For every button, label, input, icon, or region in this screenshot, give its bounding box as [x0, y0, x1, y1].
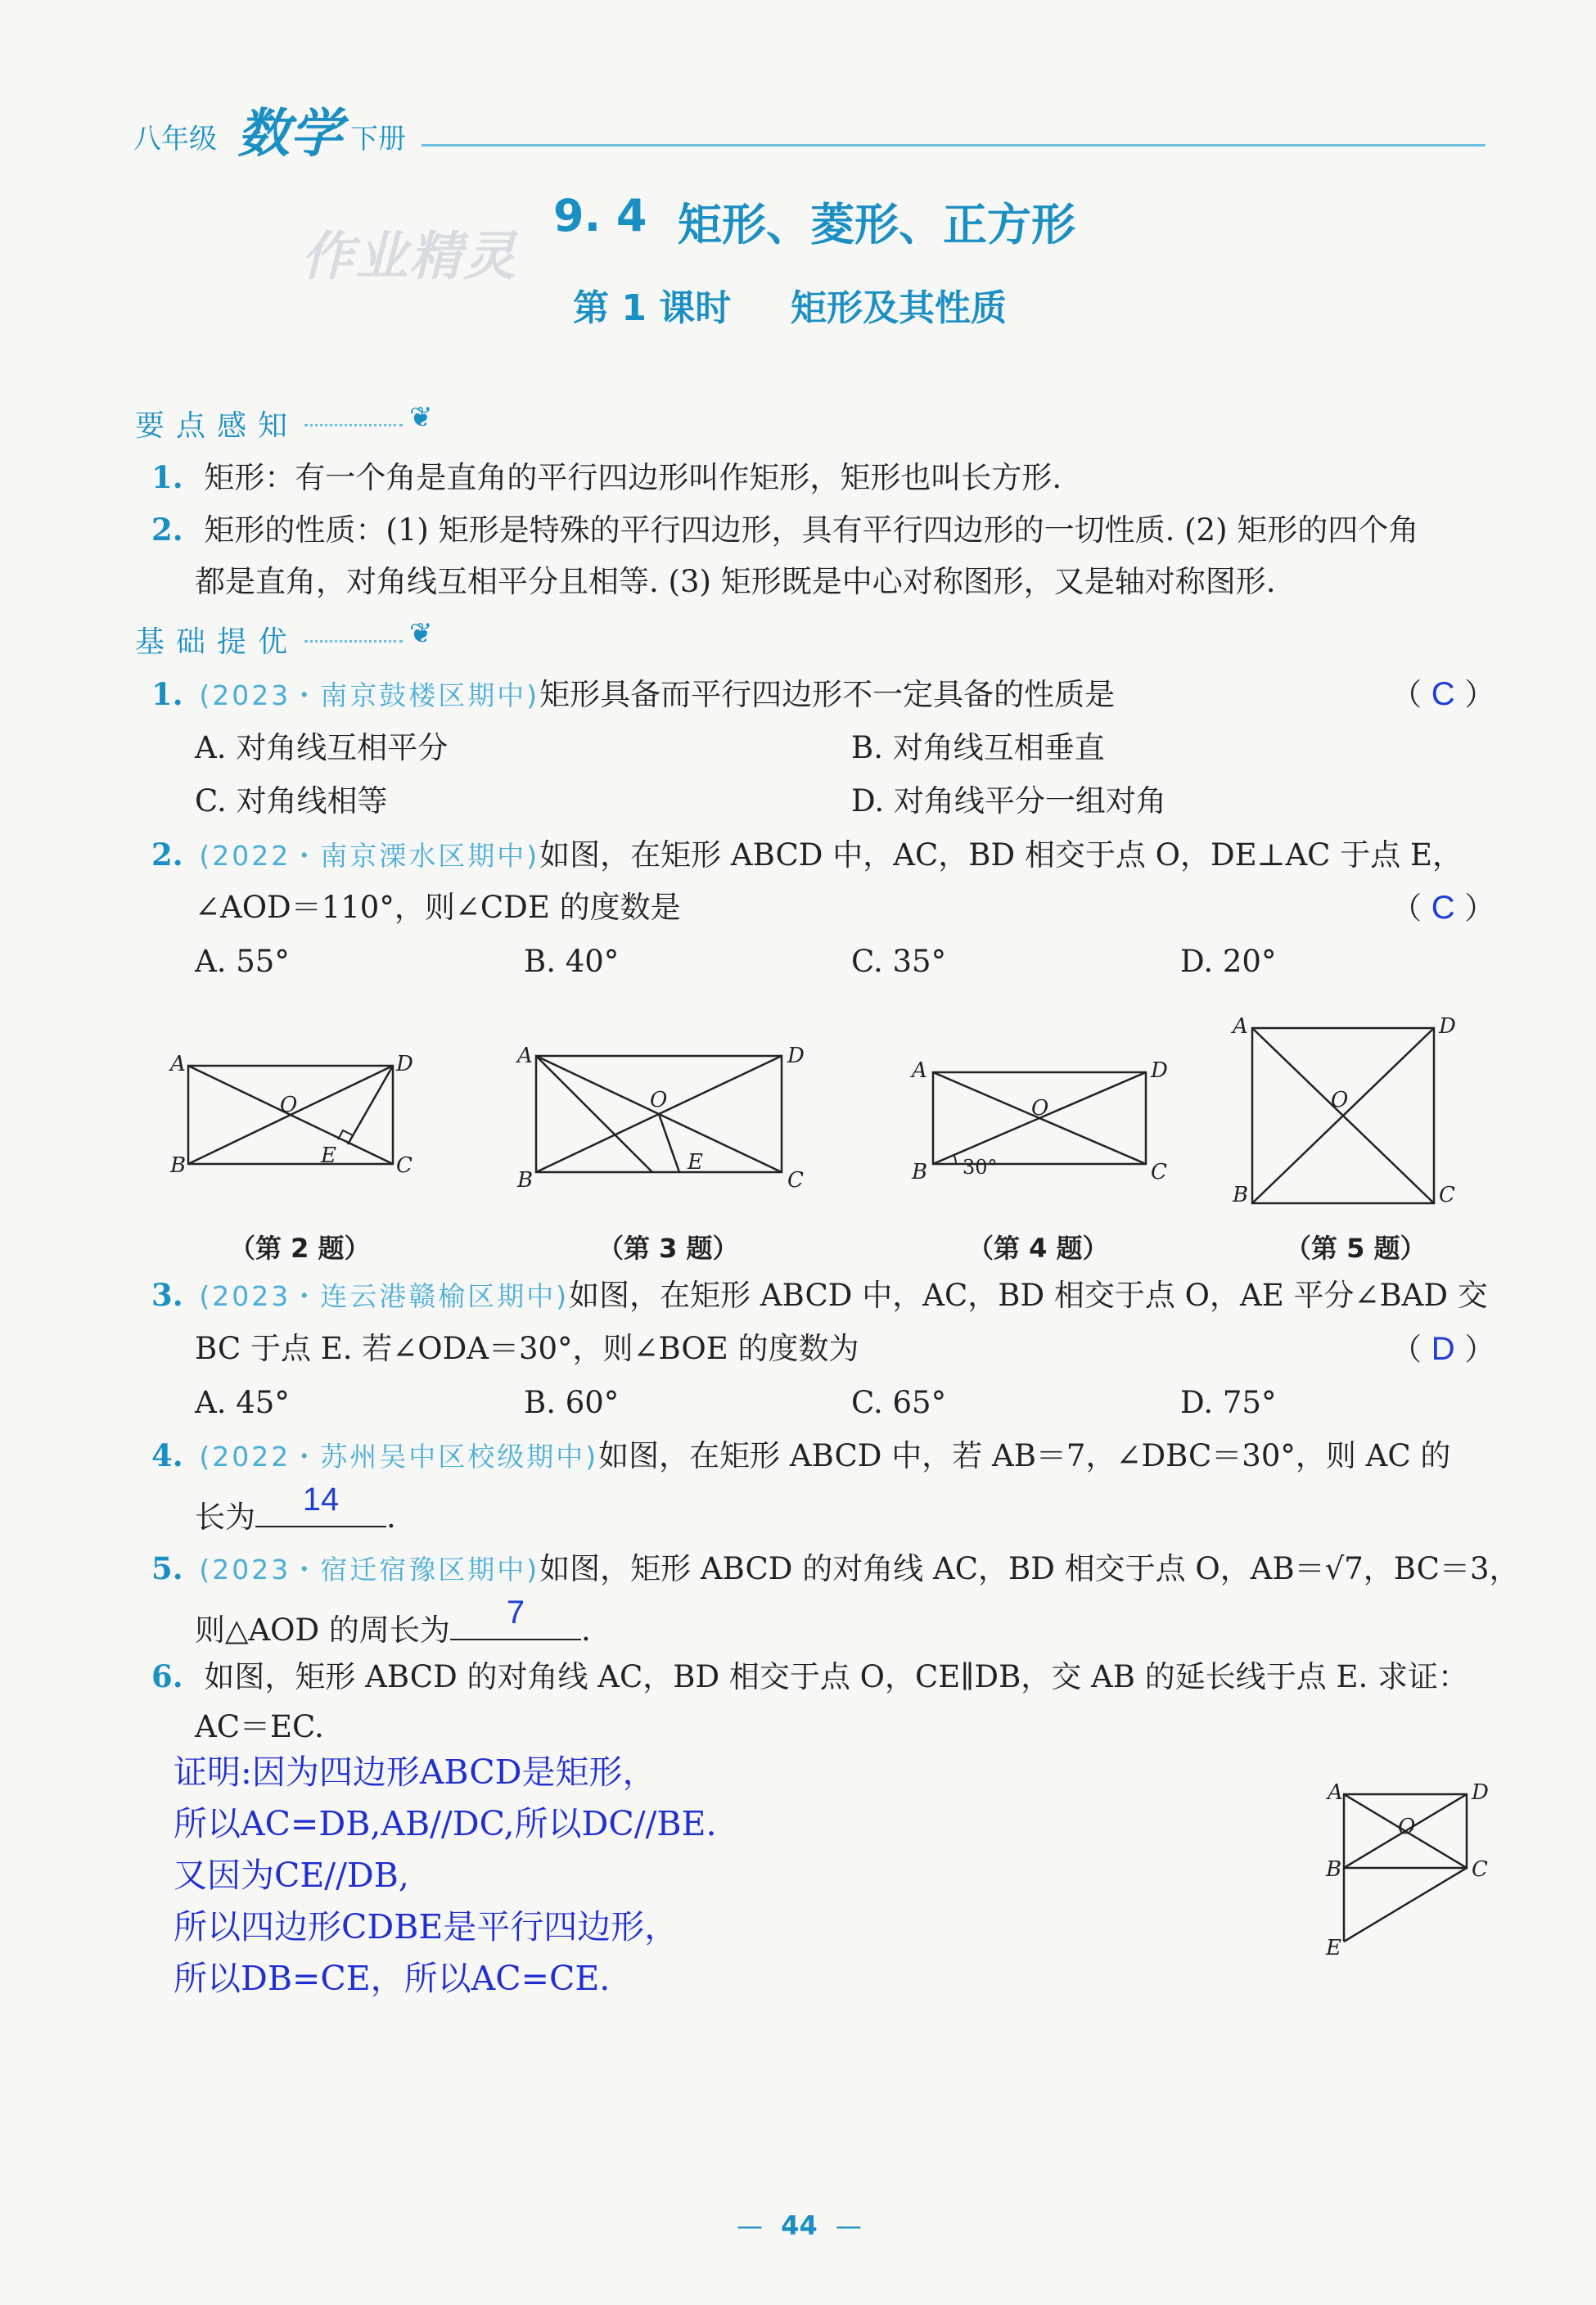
q1-option-c: C. 对角线相等 — [195, 783, 388, 819]
q5-stem — [151, 1547, 1520, 1591]
svg-text:C: C — [396, 1153, 413, 1178]
q4-text-2a: 长为 — [195, 1500, 255, 1535]
svg-text:A: A — [1328, 1780, 1343, 1805]
svg-text:O: O — [650, 1088, 668, 1112]
fig3-bisector-ae — [536, 1056, 652, 1172]
q5-source: (2023・宿迁宿豫区期中) — [199, 1554, 540, 1586]
page-dash-right: — — [835, 2210, 862, 2241]
svg-text:A: A — [912, 1058, 927, 1083]
q5-answer: 7 — [506, 1595, 525, 1631]
q2-option-c: C. 35° — [851, 944, 947, 979]
q6-proof-line-2: 所以AC=DB,AB//DC,所以DC//BE. — [174, 1804, 717, 1843]
watermark: 作业精灵 — [301, 227, 517, 287]
section-title: 矩形、菱形、正方形 — [678, 199, 1075, 250]
q5-text-2a: 则△AOD 的周长为 — [195, 1613, 450, 1648]
svg-text:A: A — [1233, 1014, 1248, 1039]
lesson-title: 矩形及其性质 — [791, 287, 1007, 329]
key-point-2-num: 2. — [151, 512, 183, 548]
svg-text:O: O — [1331, 1088, 1349, 1112]
basic-rule — [304, 640, 403, 643]
key-point-1 — [151, 456, 1062, 499]
q2-text-2: ∠AOD＝110°，则∠CDE 的度数是 — [195, 890, 681, 925]
key-point-2-line-1: 矩形的性质：(1) 矩形是特殊的平行四边形，具有平行四边形的一切性质. (2) 矩形的四个角 — [204, 512, 1419, 548]
q2-text-1: 如图，在矩形 ABCD 中，AC，BD 相交于点 O，DE⊥AC 于点 E， — [539, 837, 1463, 873]
q6-proof-line-1: 证明:因为四边形ABCD是矩形， — [174, 1752, 656, 1792]
q4-source: (2022・苏州吴中区校级期中) — [199, 1441, 599, 1473]
q2-option-b: B. 40° — [524, 944, 620, 979]
q1-text: 矩形具备而平行四边形不一定具备的性质是 — [539, 677, 1116, 712]
header-rule — [422, 144, 1486, 147]
q6-proof-line-5: 所以DB=CE，所以AC=CE. — [174, 1959, 611, 1998]
fig4-angle-arc — [954, 1154, 956, 1164]
q5-line-2 — [195, 1595, 591, 1652]
q4-answer-blank — [255, 1482, 386, 1527]
q1-answer: C — [1431, 676, 1455, 712]
svg-text:B: B — [517, 1168, 534, 1193]
q1-answer-bracket: （ C ） — [1391, 676, 1495, 712]
q6-text-2: AC＝EC. — [195, 1709, 324, 1744]
q3-text-2: BC 于点 E. 若∠ODA＝30°，则∠BOE 的度数为 — [195, 1331, 859, 1366]
q3-num: 3. — [151, 1277, 183, 1313]
key-points-leaf-icon: ❦ — [409, 401, 433, 434]
q3-option-b: B. 60° — [524, 1385, 620, 1420]
page-number: 44 — [781, 2210, 818, 2241]
svg-text:A: A — [517, 1044, 533, 1068]
q2-stem — [151, 833, 1463, 877]
basic-label: 基础提优 — [135, 625, 300, 659]
q3-source: (2023・连云港赣榆区期中) — [199, 1280, 570, 1312]
q6-num: 6. — [151, 1658, 183, 1694]
figure-q2 — [164, 1048, 417, 1195]
q3-answer-bracket: （ D ） — [1391, 1331, 1495, 1367]
q3-option-c: C. 65° — [851, 1385, 947, 1420]
key-point-2-line-2: 都是直角，对角线互相平分且相等. (3) 矩形既是中心对称图形，又是轴对称图形. — [195, 564, 1276, 599]
svg-text:O: O — [1031, 1096, 1049, 1121]
key-point-2 — [151, 508, 1418, 552]
q3-option-a: A. 45° — [195, 1385, 290, 1420]
page-dash-left: — — [737, 2210, 763, 2241]
svg-text:B: B — [1233, 1183, 1249, 1207]
figure-q3 — [507, 1038, 827, 1202]
svg-text:E: E — [1326, 1936, 1341, 1960]
q1-option-b: B. 对角线互相垂直 — [851, 730, 1105, 765]
q4-stem — [151, 1434, 1450, 1478]
q4-text-2b: . — [386, 1500, 396, 1535]
q1-option-d: D. 对角线平分一组对角 — [851, 783, 1166, 819]
q6-text-1: 如图，矩形 ABCD 的对角线 AC，BD 相交于点 O，CE∥DB，交 AB 的延长线于点 E. 求证： — [204, 1659, 1468, 1694]
key-points-rule — [304, 424, 403, 426]
q1-stem — [151, 673, 1115, 717]
q6-proof-line-4: 所以四边形CDBE是平行四边形， — [174, 1907, 679, 1946]
q2-source: (2022・南京溧水区期中) — [199, 840, 540, 872]
q3-stem — [151, 1274, 1488, 1318]
q4-text-1: 如图，在矩形 ABCD 中，若 AB＝7，∠DBC＝30°，则 AC 的 — [598, 1438, 1451, 1473]
q1-option-a: A. 对角线互相平分 — [195, 730, 449, 765]
q5-text-1: 如图，矩形 ABCD 的对角线 AC，BD 相交于点 O，AB＝√7，BC＝3， — [539, 1551, 1520, 1586]
svg-text:E: E — [688, 1150, 703, 1175]
svg-text:D: D — [787, 1044, 805, 1068]
key-point-1-text: 矩形：有一个角是直角的平行四边形叫作矩形，矩形也叫长方形. — [204, 460, 1062, 495]
q2-answer-bracket: （ C ） — [1391, 890, 1495, 926]
q2-option-d: D. 20° — [1180, 944, 1277, 979]
svg-text:A: A — [170, 1052, 186, 1076]
q1-source: (2023・南京鼓楼区期中) — [199, 679, 540, 711]
q4-num: 4. — [151, 1437, 183, 1473]
caption-q3: （第 3 题） — [597, 1233, 739, 1264]
fig6-segment-ce — [1344, 1868, 1467, 1942]
q3-text-1: 如图，在矩形 ABCD 中，AC，BD 相交于点 O，AE 平分∠BAD 交 — [569, 1278, 1488, 1313]
svg-text:O: O — [1398, 1815, 1416, 1839]
svg-text:O: O — [280, 1093, 298, 1117]
caption-q5: （第 5 题） — [1285, 1233, 1427, 1264]
svg-text:B: B — [912, 1160, 928, 1184]
section-number: 9. 4 — [553, 190, 647, 241]
key-point-1-num: 1. — [151, 459, 183, 495]
q2-answer: C — [1431, 890, 1455, 926]
svg-text:C: C — [1439, 1183, 1455, 1207]
page-number-row — [737, 2210, 862, 2241]
q5-num: 5. — [151, 1550, 183, 1586]
q3-answer: D — [1431, 1331, 1455, 1367]
key-points-label: 要点感知 — [135, 409, 300, 443]
fig4-angle-label: 30° — [963, 1156, 998, 1179]
svg-text:D: D — [1472, 1780, 1489, 1805]
q1-num: 1. — [151, 676, 183, 712]
q6-proof-line-3: 又因为CE//DB, — [174, 1856, 409, 1895]
q5-answer-blank — [450, 1595, 581, 1640]
q2-option-a: A. 55° — [195, 944, 290, 979]
svg-text:B: B — [170, 1153, 187, 1178]
svg-text:C: C — [1472, 1857, 1488, 1882]
volume-label: 下册 — [350, 123, 406, 156]
subject-label: 数学 — [237, 104, 342, 165]
basic-leaf-icon: ❦ — [409, 617, 433, 650]
svg-text:C: C — [787, 1168, 804, 1193]
svg-text:B: B — [1326, 1857, 1342, 1882]
q2-num: 2. — [151, 837, 183, 873]
figure-q4 — [900, 1049, 1179, 1197]
lesson-number: 第 1 课时 — [573, 287, 732, 329]
q6-stem — [151, 1655, 1468, 1698]
q3-option-d: D. 75° — [1180, 1385, 1277, 1420]
caption-q4: （第 4 题） — [967, 1233, 1109, 1264]
q4-answer: 14 — [302, 1482, 340, 1518]
q4-line-2 — [195, 1482, 396, 1539]
figure-q5 — [1228, 1012, 1498, 1208]
svg-text:D: D — [1151, 1058, 1168, 1083]
q5-text-2b: . — [580, 1613, 591, 1648]
svg-text:D: D — [1439, 1014, 1456, 1039]
caption-q2: （第 2 题） — [229, 1233, 371, 1264]
figure-q6 — [1318, 1776, 1506, 1981]
svg-text:E: E — [321, 1143, 336, 1168]
svg-text:D: D — [396, 1052, 413, 1076]
grade-label: 八年级 — [133, 123, 217, 156]
svg-text:C: C — [1151, 1160, 1167, 1184]
